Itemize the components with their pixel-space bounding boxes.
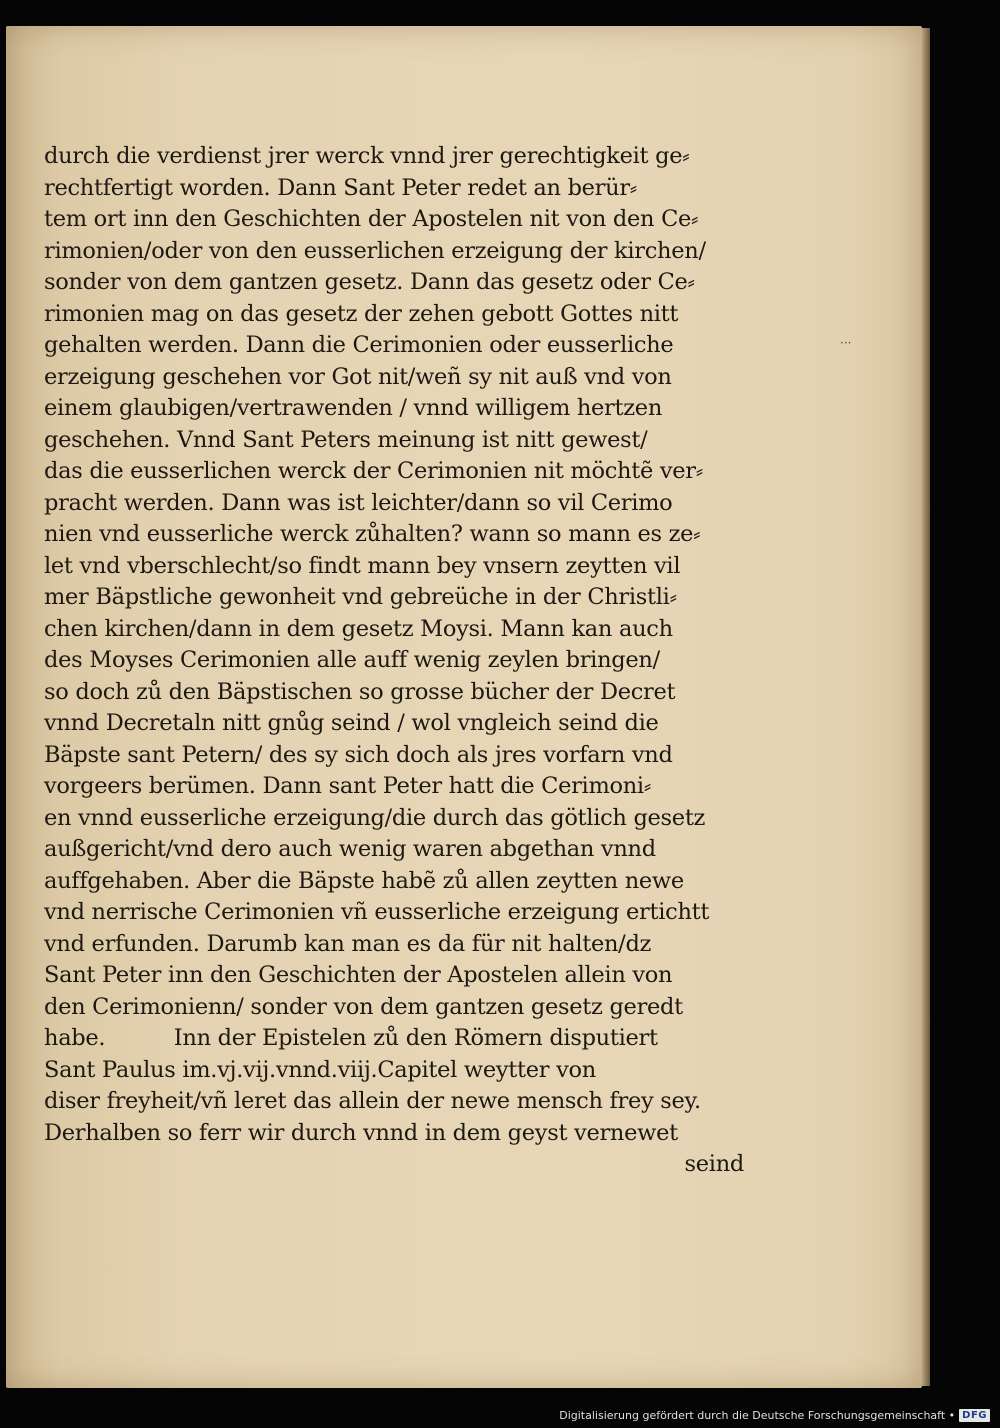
text-line: vnd erfunden. Darumb kan man es da für nit halten/dz [44,930,652,957]
text-line: Derhalben so ferr wir durch vnnd in dem geyst vernewet [44,1119,678,1146]
text-line: rimonien mag on das gesetz der zehen gebott Gottes nitt [44,300,679,327]
text-line: pracht werden. Dann was ist leichter/dann so vil Cerimo [44,489,673,516]
dfg-logo: DFG [959,1409,990,1422]
text-line: Sant Paulus im.vj.vij.vnnd.viij.Capitel weytter von [44,1056,596,1083]
text-line: rechtfertigt worden. Dann Sant Peter redet an berür⸗ [44,174,637,201]
page-text [44,141,744,1181]
text-line: das die eusserlichen werck der Cerimonien nit möchtẽ ver⸗ [44,458,703,484]
margin-mark: ·‧· [840,336,852,350]
text-line: vorgeers berümen. Dann sant Peter hatt die Cerimoni⸗ [44,773,652,799]
text-line: gehalten werden. Dann die Cerimonien oder eusserliche [44,332,674,358]
text-line: tem ort inn den Geschichten der Apostelen nit von den Ce⸗ [44,206,699,232]
text-line: so doch zů den Bäpstischen so grosse bücher der Decret [44,678,676,705]
text-line: auffgehaben. Aber die Bäpste habẽ zů allen zeytten newe [44,867,684,894]
text-line: erzeigung geschehen vor Got nit/weñ sy nit auß vnd von [44,363,672,390]
text-line: diser freyheit/vñ leret das allein der newe mensch frey sey. [44,1088,701,1114]
text-line: vnd nerrische Cerimonien vñ eusserliche erzeigung ertichtt [44,899,710,925]
text-line: einem glaubigen/vertrawenden / vnnd willigem hertzen [44,395,663,421]
text-line: Bäpste sant Petern/ des sy sich doch als jres vorfarn vnd [44,741,673,768]
text-line: rimonien/oder von den eusserlichen erzeigung der kirchen/ [44,237,706,264]
text-line: geschehen. Vnnd Sant Peters meinung ist nitt gewest/ [44,426,648,453]
text-line: den Cerimonienn/ sonder von dem gantzen gesetz geredt [44,993,683,1020]
text-line: vnnd Decretaln nitt gnůg seind / wol vngleich seind die [44,710,659,736]
page-edge [922,28,930,1386]
text-line: außgericht/vnd dero auch wenig waren abgethan vnnd [44,836,656,862]
credit-text: Digitalisierung gefördert durch die Deutsche Forschungsgemeinschaft • [559,1408,956,1422]
catchword: seind [684,1151,744,1177]
text-line: durch die verdienst jrer werck vnnd jrer gerechtigkeit ge⸗ [44,143,690,169]
text-line: mer Bäpstliche gewonheit vnd gebreüche in der Christli⸗ [44,584,677,610]
text-line: sonder von dem gantzen gesetz. Dann das gesetz oder Ce⸗ [44,269,695,295]
text-line: chen kirchen/dann in dem gesetz Moysi. Mann kan auch [44,615,673,642]
text-line: des Moyses Cerimonien alle auff wenig zeylen bringen/ [44,647,660,673]
text-line: Sant Peter inn den Geschichten der Apostelen allein von [44,962,673,988]
text-line: habe. Inn der Epistelen zů den Römern disputiert [44,1025,658,1051]
digitization-credit [559,1406,990,1424]
text-line: en vnnd eusserliche erzeigung/die durch das götlich gesetz [44,804,706,831]
text-line: nien vnd eusserliche werck zůhalten? wann so mann es ze⸗ [44,521,701,547]
text-line: let vnd vberschlecht/so findt mann bey vnsern zeytten vil [44,552,681,579]
